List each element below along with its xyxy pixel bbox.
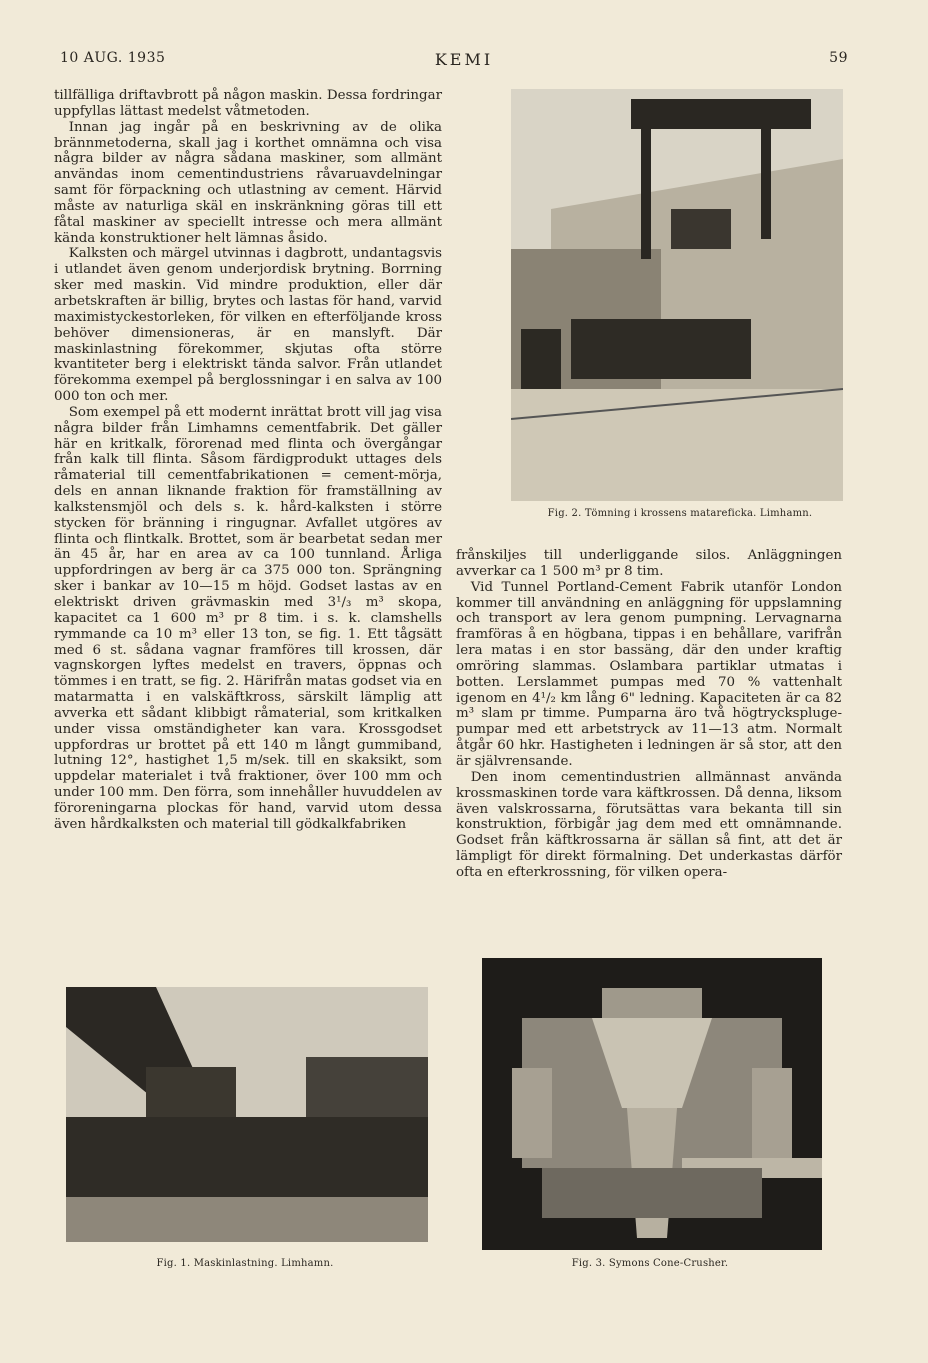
paragraph: Den inom cementindustrien allmännast använda krossmaskinen torde vara käftkrossen. Då denna, liksom även valskrossarna, förutsättas vara bekanta till sin konstruktion, förbigår jag dem med ett omnämnande. Godset från käftkrossarna är sällan så fint, att det är lämpligt för direkt förmalning. Det underkastas därför ofta en efterkrossning, för vilken opera- — [456, 769, 842, 880]
left-text-column — [54, 88, 442, 833]
paragraph: Som exempel på ett modernt inrättat brott vill jag visa några bilder från Limhamns cementfabrik. Det gäller här en kritkalk, förorenad med flinta och övergångar från kalk till flinta. Såsom färdigprodukt uttages dels råmaterial till cementfabrikationen = cement-mörja, dels en annan liknande fraktion för framställning av kalkstensmjöl och dels s. k. hård-kalksten i större stycken för bränning i ringugnar. Avfallet utgöres av flinta och flintkalk. Brottet, som är bearbetat sedan mer än 45 år, har en area av ca 100 tunnland. Årliga uppfordringen av berg är ca 375 000 ton. Sprängning sker i bankar av 10—15 m höjd. Godset lastas av en elektriskt driven grävmaskin med 3¹/₃ m³ skopa, kapacitet ca 1 600 m³ pr 8 tim. i s. k. clamshells rymmande ca 10 m³ eller 13 ton, se fig. 1. Ett tågsätt med 6 st. sådana vagnar framföres till krossen, där vagnskorgen lyftes medelst en travers, öppnas och tömmes i en tratt, se fig. 2. Härifrån matas godset via en matarmatta i en valskäftkross, särskilt lämplig att avverka ett sådant klibbigt råmaterial, som kritkalken under vissa omständigheter kan vara. Krossgodset uppfordras ur brottet på ett 140 m långt gummiband, lutning 12°, hastighet 1,5 m/sek. till en skaksikt, som uppdelar materialet i två fraktioner, över 100 mm och under 100 mm. Den förra, som innehåller huvuddelen av föroreningarna plockas för hand, varvid utom dessa även hårdkalksten och material till gödkalkfabriken — [54, 404, 442, 832]
paragraph: Vid Tunnel Portland-Cement Fabrik utanför London kommer till användning en anläggning för uppslamning och transport av lera genom pumpning. Lervagnarna framföras å en högbana, tippas i en behållare, varifrån lera matas i en stor bassäng, där den under kraftig omröring slammas. Oslambara partiklar utmatas i botten. Lerslammet pumpas med 70 % vattenhalt igenom en 4¹/₂ km lång 6" ledning. Kapaciteten är ca 82 m³ slam pr timme. Pumparna äro två högtryckspluge-pumpar med ett arbetstryck av 11—13 atm. Normalt åtgår 60 hkr. Hastigheten i ledningen är så stor, att den är självrensande. — [456, 579, 842, 769]
figure-3-cone-crusher-drawing — [482, 958, 822, 1250]
paragraph: tillfälliga driftavbrott på någon maskin. Dessa fordringar uppfyllas lättast medelst våtmetoden. — [54, 88, 442, 119]
right-text-column — [456, 548, 842, 881]
paragraph: Kalksten och märgel utvinnas i dagbrott, undantagsvis i utlandet även genom underjordisk brytning. Borrning sker med maskin. Vid mindre produktion, eller där arbetskraften är billig, brytes och lastas för hand, varvid maximistyckestorleken, för vilken en efterföljande kross behöver dimensioneras, är en manslyft. Där maskinlastning förekommer, skjutas ofta större kvantiteter berg i elektriskt tända salvor. Från utlandet förekomma exempel på berglossningar i en salva av 100 000 ton och mer. — [54, 246, 442, 405]
figure-2-caption: Fig. 2. Tömning i krossens matareficka. Limhamn. — [547, 508, 813, 519]
page-number: 59 — [829, 50, 848, 66]
paragraph: Innan jag ingår på en beskrivning av de olika brännmetoderna, skall jag i korthet omnämna och visa några bilder av några sådana maskiner, som allmänt användas inom cementindustriens råvaruavdelningar samt för förpackning och utlastning av cement. Härvid måste av naturliga skäl en inskränkning göras till ett fåtal maskiner av speciellt intresse och mera allmänt kända konstruktioner helt lämnas åsido. — [54, 119, 442, 246]
figure-1-caption: Fig. 1. Maskinlastning. Limhamn. — [156, 1258, 334, 1269]
figure-1-photo — [66, 987, 428, 1242]
paragraph: frånskiljes till underliggande silos. Anläggningen avverkar ca 1 500 m³ pr 8 tim. — [456, 548, 842, 579]
header-date: 10 AUG. 1935 — [60, 50, 166, 66]
figure-2-photo — [511, 89, 843, 501]
journal-title: KEMI — [434, 50, 494, 69]
figure-3-caption: Fig. 3. Symons Cone-Crusher. — [571, 1258, 729, 1269]
